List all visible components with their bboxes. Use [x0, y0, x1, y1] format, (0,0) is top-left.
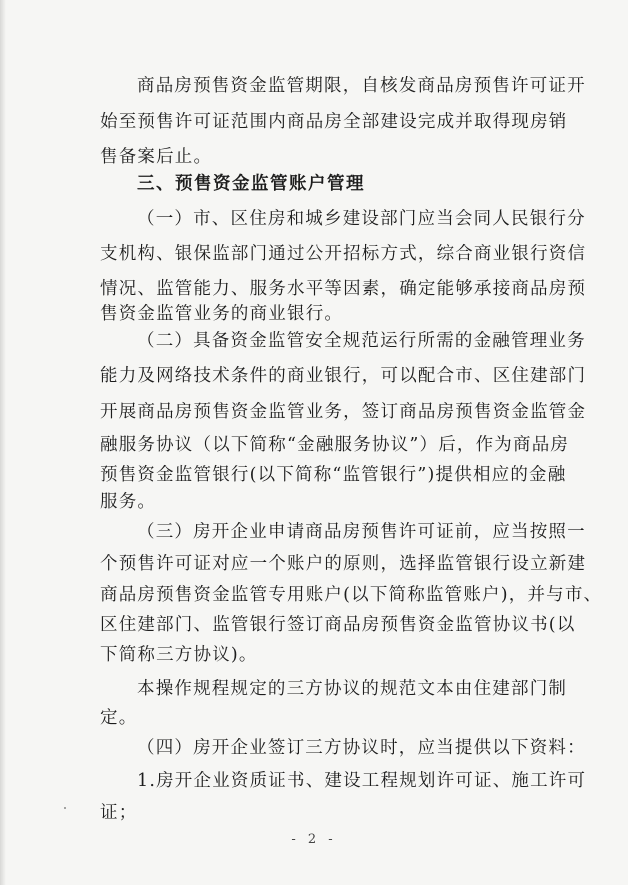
section-heading-3: 三、预售资金监管账户管理: [137, 174, 365, 194]
paragraph-4-line-1: （三）房开企业申请商品房预售许可证前，应当按照一: [137, 522, 586, 542]
paragraph-3-line-4: 融服务协议（以下简称“金融服务协议”）后，作为商品房: [100, 435, 570, 455]
page-edge-shadow: [0, 0, 6, 885]
paragraph-1-line-2: 始至预售许可证范围内商品房全部建设完成并取得现房销: [100, 112, 568, 132]
paragraph-3-line-5: 预售资金监管银行(以下简称“监管银行”)提供相应的金融: [100, 465, 567, 485]
paragraph-2-line-1: （一）市、区住房和城乡建设部门应当会同人民银行分: [137, 209, 586, 229]
paragraph-3-line-1: （二）具备资金监管安全规范运行所需的金融管理业务: [137, 331, 586, 351]
paragraph-1-line-3: 售备案后止。: [100, 147, 213, 167]
paragraph-5-line-1: 本操作规程规定的三方协议的规范文本由住建部门制: [137, 679, 568, 699]
paragraph-4-line-3: 商品房预售资金监管专用账户(以下简称监管账户)，并与市、: [100, 585, 603, 605]
page-number: - 2 -: [291, 832, 337, 847]
paragraph-3-line-3: 开展商品房预售资金监管业务，签订商品房预售资金监管金: [100, 402, 587, 422]
paragraph-2-line-2: 支机构、银保监部门通过公开招标方式，综合商业银行资信: [100, 244, 587, 264]
paragraph-3-line-6: 服务。: [100, 492, 157, 512]
paragraph-7-line-2: 证；: [100, 803, 138, 823]
paragraph-7-line-1: 1.房开企业资质证书、建设工程规划许可证、施工许可: [137, 771, 587, 791]
paragraph-4-line-2: 个预售许可证对应一个账户的原则，选择监管银行设立新建: [100, 554, 587, 574]
paragraph-2-line-3: 情况、监管能力、服务水平等因素，确定能够承接商品房预: [100, 279, 587, 299]
paragraph-4-line-5: 下简称三方协议)。: [100, 645, 258, 665]
paragraph-5-line-2: 定。: [100, 708, 138, 728]
paragraph-1-line-1: 商品房预售资金监管期限，自核发商品房预售许可证开: [137, 76, 586, 96]
paragraph-4-line-4: 区住建部门、监管银行签订商品房预售资金监管协议书(以: [100, 615, 576, 635]
paragraph-2-line-4: 售资金监管业务的商业银行。: [100, 304, 344, 324]
scan-speck: [64, 807, 66, 809]
paragraph-6-line-1: （四）房开企业签订三方协议时，应当提供以下资料：: [137, 738, 586, 758]
paragraph-3-line-2: 能力及网络技术条件的商业银行，可以配合市、区住建部门: [100, 366, 587, 386]
